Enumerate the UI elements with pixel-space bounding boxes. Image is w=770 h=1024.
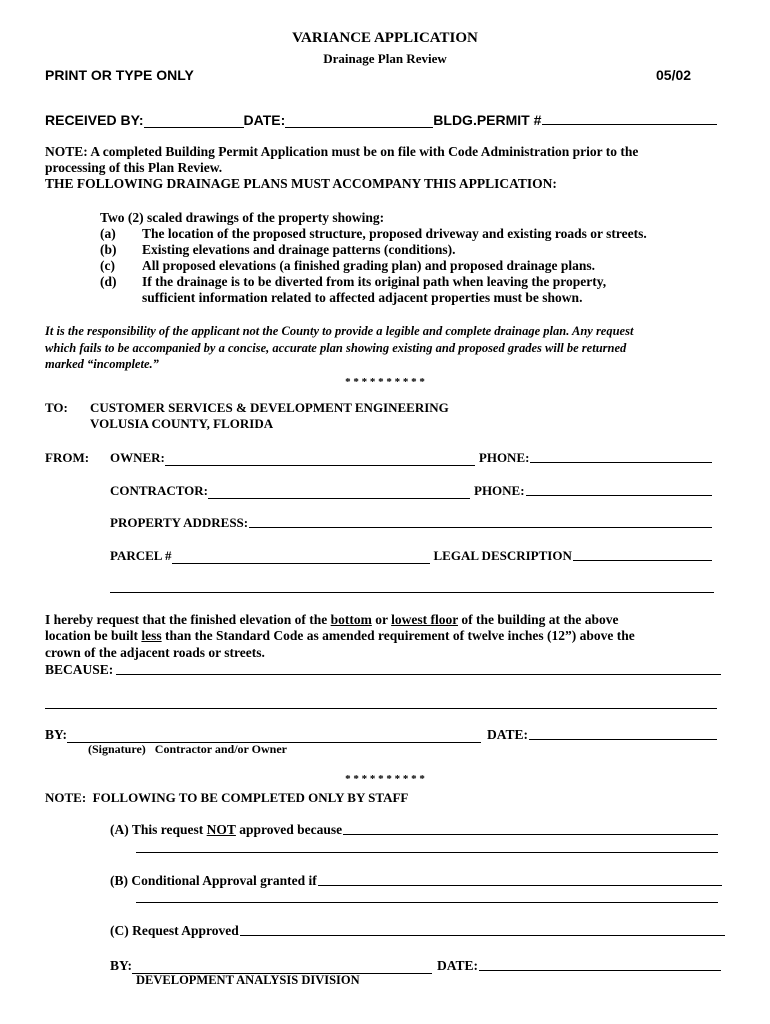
note-line-2: processing of this Plan Review.: [45, 160, 223, 175]
signature-row: [45, 726, 717, 743]
staff-a-row: [110, 821, 718, 838]
form-title: VARIANCE APPLICATION: [292, 30, 478, 46]
staff-c-row: [110, 922, 725, 939]
request-text-1a: I hereby request that the finished elevation of the: [45, 612, 331, 627]
parcel-label: PARCEL #: [110, 548, 172, 563]
legal-description-field-2[interactable]: [110, 592, 714, 593]
because-field-2[interactable]: [45, 708, 717, 709]
staff-a-field-2[interactable]: [136, 852, 718, 853]
print-note: PRINT OR TYPE ONLY: [45, 67, 194, 83]
request-text-1b: of the building at the above: [458, 612, 619, 627]
staff-b-field[interactable]: [318, 885, 722, 886]
staff-a-post: approved because: [235, 822, 343, 837]
requirement-text-b: Existing elevations and drainage patterns (conditions).: [142, 242, 456, 257]
legal-description-label: LEGAL DESCRIPTION: [433, 548, 572, 563]
from-label: FROM:: [45, 450, 90, 465]
request-line-1: [45, 612, 619, 628]
signature-caption: (Signature) Contractor and/or Owner: [88, 742, 287, 756]
signature-date-label: DATE:: [487, 727, 529, 742]
responsibility-line-1: It is the responsibility of the applicant not the County to provide a legible and complete drainage plan. Any request: [45, 324, 634, 338]
property-address-label: PROPERTY ADDRESS:: [110, 515, 249, 530]
request-text-2a: location be built: [45, 628, 142, 643]
bldg-permit-label: BLDG.PERMIT #: [433, 112, 542, 128]
staff-date-field[interactable]: [479, 970, 721, 971]
requirement-letter-b: (b): [100, 242, 117, 257]
owner-field[interactable]: [165, 451, 475, 466]
request-line-3: crown of the adjacent roads or streets.: [45, 645, 265, 660]
responsibility-line-3: marked “incomplete.”: [45, 357, 159, 371]
received-row: [45, 110, 717, 128]
to-line-2: VOLUSIA COUNTY, FLORIDA: [90, 416, 274, 431]
owner-label: OWNER:: [110, 450, 165, 465]
staff-a-field[interactable]: [343, 834, 718, 835]
contractor-row: [110, 482, 712, 499]
requirement-text-d: If the drainage is to be diverted from its original path when leaving the property,: [142, 274, 607, 289]
owner-row: [110, 449, 712, 466]
request-bottom: bottom: [330, 612, 372, 627]
bldg-permit-field[interactable]: [542, 124, 717, 125]
staff-by-field[interactable]: [132, 959, 432, 974]
owner-phone-field[interactable]: [530, 462, 712, 463]
parcel-field[interactable]: [172, 549, 430, 564]
separator-stars: * * * * * * * * * *: [345, 376, 425, 388]
because-row: [45, 661, 721, 678]
to-line-1: CUSTOMER SERVICES & DEVELOPMENT ENGINEERING: [90, 400, 449, 415]
staff-date-label: DATE:: [437, 958, 479, 973]
signature-field[interactable]: [67, 728, 481, 743]
because-field[interactable]: [116, 674, 721, 675]
owner-phone-label: PHONE:: [478, 450, 530, 465]
staff-note: NOTE: FOLLOWING TO BE COMPLETED ONLY BY STAFF: [45, 790, 409, 805]
staff-b-row: [110, 872, 722, 889]
staff-b-label: (B) Conditional Approval granted if: [110, 873, 317, 888]
contractor-field[interactable]: [208, 484, 470, 499]
requirement-text-c: All proposed elevations (a finished grading plan) and proposed drainage plans.: [142, 258, 595, 273]
staff-separator-stars: * * * * * * * * * *: [345, 773, 425, 785]
request-text-2b: than the Standard Code as amended requirement of twelve inches (12”) above the: [161, 628, 635, 643]
date-field[interactable]: [285, 113, 433, 128]
signature-by-label: BY:: [45, 727, 68, 742]
parcel-row: [110, 547, 712, 564]
note-line-3: THE FOLLOWING DRAINAGE PLANS MUST ACCOMPANY THIS APPLICATION:: [45, 176, 557, 191]
requirement-text-a: The location of the proposed structure, proposed driveway and existing roads or streets.: [142, 226, 647, 241]
contractor-phone-label: PHONE:: [474, 483, 525, 498]
contractor-phone-field[interactable]: [526, 495, 712, 496]
staff-a-not: NOT: [206, 822, 236, 837]
received-by-field[interactable]: [144, 113, 244, 128]
staff-c-field[interactable]: [240, 935, 725, 936]
requirement-letter-a: (a): [100, 226, 116, 241]
form-subtitle: Drainage Plan Review: [323, 51, 447, 66]
request-lowest-floor: lowest floor: [391, 612, 458, 627]
property-row: [110, 514, 712, 531]
contractor-label: CONTRACTOR:: [110, 483, 208, 498]
request-less: less: [141, 628, 162, 643]
form-revision: 05/02: [656, 67, 692, 83]
staff-b-field-2[interactable]: [136, 902, 718, 903]
requirement-letter-c: (c): [100, 258, 115, 273]
requirements-intro: Two (2) scaled drawings of the property showing:: [100, 210, 385, 225]
request-or: or: [371, 612, 392, 627]
signature-date-field[interactable]: [529, 739, 717, 740]
legal-description-field[interactable]: [573, 560, 712, 561]
staff-a-pre: (A) This request: [110, 822, 207, 837]
staff-c-label: (C) Request Approved: [110, 923, 239, 938]
request-line-2: [45, 628, 635, 644]
staff-by-label: BY:: [110, 958, 133, 973]
because-label: BECAUSE:: [45, 662, 114, 677]
note-line-1: NOTE: A completed Building Permit Application must be on file with Code Administration prior to the: [45, 144, 639, 159]
received-by-label: RECEIVED BY:: [45, 112, 144, 128]
responsibility-line-2: which fails to be accompanied by a concise, accurate plan showing existing and proposed grades will be returned: [45, 341, 627, 355]
requirement-letter-d: (d): [100, 274, 117, 289]
staff-by-row: [110, 957, 721, 974]
staff-division: DEVELOPMENT ANALYSIS DIVISION: [136, 973, 360, 987]
to-label: TO:: [45, 400, 68, 415]
property-address-field[interactable]: [249, 527, 712, 528]
date-label: DATE:: [243, 112, 286, 128]
requirement-text-d-cont: sufficient information related to affected adjacent properties must be shown.: [142, 290, 583, 305]
